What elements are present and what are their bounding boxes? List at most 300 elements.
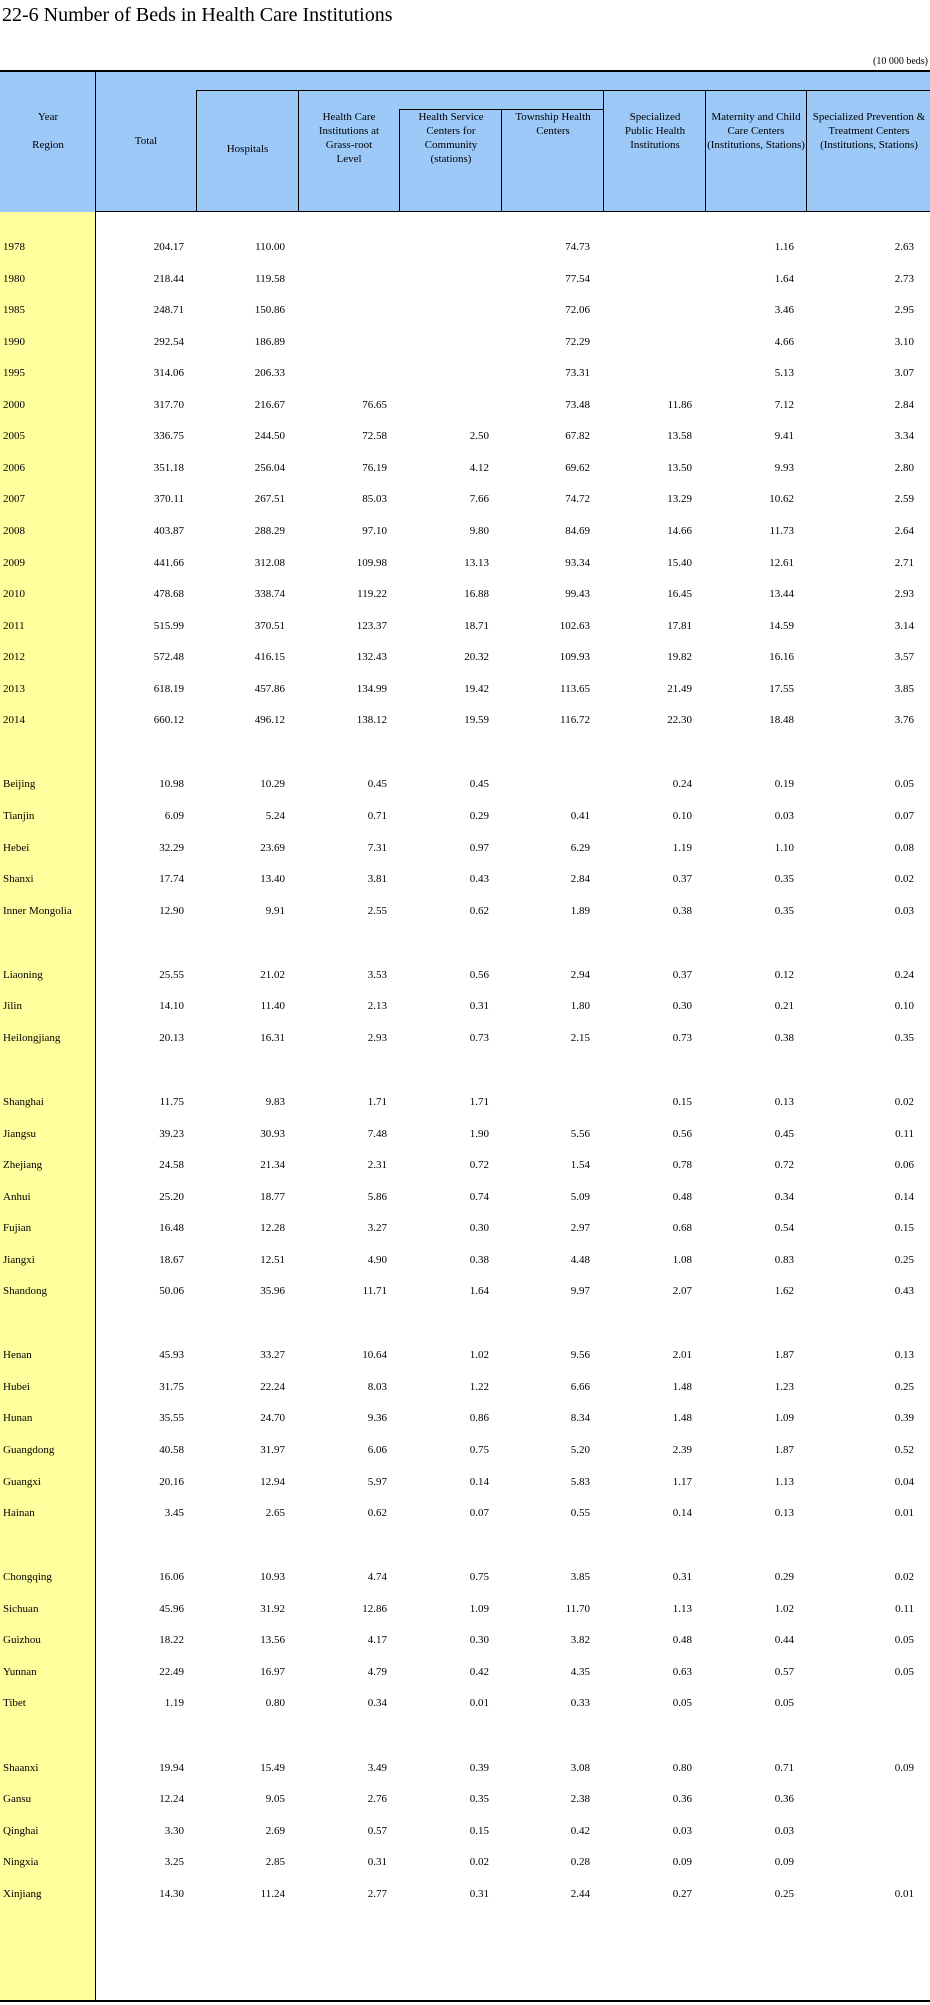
table-cell: 0.13	[894, 1349, 914, 1362]
table-cell: 4.17	[367, 1634, 387, 1647]
table-cell: 572.48	[153, 651, 184, 664]
row-label: Jilin	[3, 1000, 22, 1013]
table-cell: 1.09	[469, 1602, 489, 1615]
table-cell: 0.03	[774, 810, 794, 823]
row-label: Henan	[3, 1349, 32, 1362]
table-cell: 457.86	[254, 682, 285, 695]
table-cell: 0.63	[672, 1665, 692, 1678]
table-cell: 4.66	[774, 335, 794, 348]
table-cell: 0.01	[894, 1507, 914, 1520]
table-cell: 0.06	[894, 1159, 914, 1172]
table-row	[0, 396, 930, 414]
table-row	[0, 238, 930, 256]
table-row	[0, 585, 930, 603]
table-cell: 22.49	[159, 1665, 184, 1678]
table-cell: 0.12	[774, 968, 794, 981]
table-cell: 0.62	[469, 904, 489, 917]
table-cell: 11.70	[565, 1602, 590, 1615]
table-cell: 0.07	[469, 1507, 489, 1520]
table-cell: 2.63	[894, 241, 914, 253]
table-cell: 1.13	[774, 1475, 794, 1488]
table-cell: 0.30	[469, 1634, 489, 1647]
table-cell: 19.42	[464, 682, 489, 695]
table-cell: 403.87	[153, 525, 184, 538]
table-cell: 0.15	[469, 1824, 489, 1837]
table-cell: 1.62	[774, 1285, 794, 1298]
table-cell: 2.93	[894, 588, 914, 601]
public-health-top-rule	[604, 90, 930, 91]
table-row	[0, 1853, 930, 1871]
table-cell: 73.48	[565, 398, 590, 411]
table-cell: 13.29	[667, 493, 692, 506]
row-label: 2011	[3, 619, 25, 632]
table-cell: 0.83	[774, 1253, 794, 1266]
table-cell: 1.10	[774, 841, 794, 854]
table-cell: 0.05	[672, 1697, 692, 1710]
table-cell: 69.62	[565, 461, 590, 474]
table-cell: 0.35	[894, 1031, 914, 1044]
table-row	[0, 839, 930, 857]
table-cell: 0.03	[774, 1824, 794, 1837]
table-cell: 132.43	[356, 651, 387, 664]
table-row	[0, 490, 930, 508]
table-cell: 11.86	[667, 398, 692, 411]
table-cell: 0.13	[774, 1507, 794, 1520]
row-label: 2009	[3, 556, 25, 569]
table-cell: 0.37	[672, 968, 692, 981]
table-row	[0, 1504, 930, 1522]
table-cell: 0.25	[894, 1380, 914, 1393]
row-label: Hebei	[3, 841, 30, 854]
table-row	[0, 807, 930, 825]
table-row	[0, 333, 930, 351]
table-cell: 0.68	[672, 1222, 692, 1235]
col-divider	[806, 90, 807, 212]
table-cell: 0.31	[367, 1856, 387, 1869]
table-cell: 288.29	[254, 525, 285, 538]
table-cell: 2.01	[672, 1349, 692, 1362]
table-row	[0, 680, 930, 698]
table-cell: 3.27	[367, 1222, 387, 1235]
table-cell: 0.57	[367, 1824, 387, 1837]
table-cell: 0.71	[367, 810, 387, 823]
table-row	[0, 775, 930, 793]
table-cell: 4.74	[367, 1571, 387, 1584]
table-cell: 0.05	[894, 778, 914, 791]
table-cell: 1.02	[774, 1602, 794, 1615]
table-cell: 13.13	[464, 556, 489, 569]
table-cell: 4.90	[367, 1253, 387, 1266]
table-cell: 351.18	[153, 461, 184, 474]
table-cell: 0.02	[469, 1856, 489, 1869]
table-cell: 1.16	[774, 241, 794, 253]
table-cell: 0.29	[774, 1571, 794, 1584]
row-label: Tianjin	[3, 810, 35, 823]
table-cell: 2.55	[367, 904, 387, 917]
table-cell: 0.55	[570, 1507, 590, 1520]
table-row	[0, 1822, 930, 1840]
table-row	[0, 1125, 930, 1143]
table-row	[0, 1663, 930, 1681]
table-cell: 1.08	[672, 1253, 692, 1266]
table-row	[0, 1346, 930, 1364]
table-cell: 4.48	[570, 1253, 590, 1266]
table-cell: 9.05	[265, 1793, 285, 1806]
table-cell: 9.36	[367, 1412, 387, 1425]
table-cell: 0.45	[367, 778, 387, 791]
table-cell: 5.09	[570, 1190, 590, 1203]
table-row	[0, 1473, 930, 1491]
header-township: Township Health Centers	[515, 111, 591, 137]
table-cell: 15.40	[667, 556, 692, 569]
table-cell: 1.13	[672, 1602, 692, 1615]
table-row	[0, 711, 930, 729]
table-cell: 618.19	[153, 682, 184, 695]
table-cell: 32.29	[159, 841, 184, 854]
table-cell: 5.20	[570, 1444, 590, 1457]
table-cell: 0.30	[672, 1000, 692, 1013]
table-cell: 7.48	[367, 1127, 387, 1140]
table-cell: 93.34	[565, 556, 590, 569]
table-cell: 11.73	[769, 525, 794, 538]
table-cell: 12.90	[159, 904, 184, 917]
table-cell: 0.14	[672, 1507, 692, 1520]
table-cell: 17.55	[769, 682, 794, 695]
table-cell: 2.07	[672, 1285, 692, 1298]
table-cell: 0.31	[469, 1000, 489, 1013]
table-cell: 204.17	[153, 241, 184, 253]
table-cell: 0.29	[469, 810, 489, 823]
table-cell: 0.14	[894, 1190, 914, 1203]
table-cell: 3.10	[894, 335, 914, 348]
row-label: Hubei	[3, 1380, 30, 1393]
table-cell: 12.94	[260, 1475, 285, 1488]
table-cell: 2.76	[367, 1793, 387, 1806]
table-row	[0, 427, 930, 445]
table-cell: 6.29	[570, 841, 590, 854]
table-cell: 16.16	[769, 651, 794, 664]
table-cell: 0.56	[469, 968, 489, 981]
table-cell: 515.99	[153, 619, 184, 632]
table-cell: 0.71	[774, 1761, 794, 1774]
table-cell: 0.34	[367, 1697, 387, 1710]
table-cell: 0.31	[672, 1571, 692, 1584]
table-cell: 2.77	[367, 1887, 387, 1900]
table-cell: 12.51	[260, 1253, 285, 1266]
table-cell: 1.23	[774, 1380, 794, 1393]
table-cell: 20.32	[464, 651, 489, 664]
table-cell: 5.56	[570, 1127, 590, 1140]
table-cell: 116.72	[560, 714, 590, 727]
table-cell: 73.31	[565, 367, 590, 380]
table-cell: 10.64	[362, 1349, 387, 1362]
table-cell: 0.02	[894, 1571, 914, 1584]
table-cell: 1.90	[469, 1127, 489, 1140]
table-cell: 3.34	[894, 430, 914, 443]
table-cell: 0.09	[894, 1761, 914, 1774]
table-cell: 76.65	[362, 398, 387, 411]
table-cell: 2.31	[367, 1159, 387, 1172]
table-cell: 0.01	[469, 1697, 489, 1710]
table-cell: 21.02	[260, 968, 285, 981]
table-cell: 441.66	[153, 556, 184, 569]
table-cell: 478.68	[153, 588, 184, 601]
table-cell: 85.03	[362, 493, 387, 506]
table-cell: 6.06	[367, 1444, 387, 1457]
table-cell: 496.12	[254, 714, 285, 727]
table-cell: 256.04	[254, 461, 285, 474]
row-label: Chongqing	[3, 1571, 52, 1584]
table-row	[0, 1093, 930, 1111]
table-cell: 2.73	[894, 272, 914, 285]
table-row	[0, 1409, 930, 1427]
table-cell: 113.65	[560, 682, 590, 695]
row-label: Liaoning	[3, 968, 43, 981]
table-row	[0, 1441, 930, 1459]
table-row	[0, 1759, 930, 1777]
col-divider	[705, 90, 706, 212]
table-cell: 0.57	[774, 1665, 794, 1678]
table-cell: 74.72	[565, 493, 590, 506]
table-cell: 119.58	[255, 272, 285, 285]
table-cell: 0.86	[469, 1412, 489, 1425]
table-cell: 0.02	[894, 1095, 914, 1108]
row-label: Beijing	[3, 778, 36, 791]
table-cell: 9.93	[774, 461, 794, 474]
table-cell: 3.57	[894, 651, 914, 664]
table-cell: 0.45	[469, 778, 489, 791]
table-cell: 0.19	[774, 778, 794, 791]
table-cell: 0.31	[469, 1887, 489, 1900]
table-cell: 8.34	[570, 1412, 590, 1425]
table-cell: 0.09	[672, 1856, 692, 1869]
table-cell: 292.54	[153, 335, 184, 348]
table-cell: 2.94	[570, 968, 590, 981]
table-cell: 110.00	[255, 241, 285, 253]
table-row	[0, 1251, 930, 1269]
table-cell: 13.44	[769, 588, 794, 601]
row-label: 1985	[3, 304, 25, 317]
table-cell: 2.80	[894, 461, 914, 474]
table-cell: 25.20	[159, 1190, 184, 1203]
table-cell: 84.69	[565, 525, 590, 538]
table-cell: 17.74	[159, 873, 184, 886]
table-row	[0, 1029, 930, 1047]
table-cell: 1.22	[469, 1380, 489, 1393]
table-cell: 2.71	[894, 556, 914, 569]
page-title: 22-6 Number of Beds in Health Care Institutions	[2, 4, 393, 26]
table-cell: 0.80	[265, 1697, 285, 1710]
row-label: Hunan	[3, 1412, 33, 1425]
table-cell: 24.58	[159, 1159, 184, 1172]
table-cell: 2.84	[570, 873, 590, 886]
table-cell: 35.55	[159, 1412, 184, 1425]
table-row	[0, 902, 930, 920]
table-cell: 0.35	[774, 873, 794, 886]
table-cell: 3.07	[894, 367, 914, 380]
table-cell: 31.97	[260, 1444, 285, 1457]
table-cell: 660.12	[153, 714, 184, 727]
table-row	[0, 270, 930, 288]
table-cell: 0.54	[774, 1222, 794, 1235]
table-cell: 1.48	[672, 1412, 692, 1425]
table-cell: 0.36	[774, 1793, 794, 1806]
header-bottom-rule	[96, 211, 930, 212]
table-cell: 3.46	[774, 304, 794, 317]
row-label: Qinghai	[3, 1824, 39, 1837]
table-cell: 0.14	[469, 1475, 489, 1488]
table-cell: 8.03	[367, 1380, 387, 1393]
table-cell: 2.95	[894, 304, 914, 317]
table-cell: 1.19	[672, 841, 692, 854]
table-cell: 4.12	[469, 461, 489, 474]
table-row	[0, 364, 930, 382]
row-label: 1978	[3, 241, 25, 253]
table-cell: 9.97	[570, 1285, 590, 1298]
table-cell: 0.04	[894, 1475, 914, 1488]
table-cell: 3.85	[570, 1571, 590, 1584]
table-cell: 74.73	[565, 241, 590, 253]
table-cell: 3.82	[570, 1634, 590, 1647]
table-cell: 16.06	[159, 1571, 184, 1584]
table-cell: 72.58	[362, 430, 387, 443]
table-cell: 12.24	[159, 1793, 184, 1806]
table-cell: 2.59	[894, 493, 914, 506]
table-cell: 2.84	[894, 398, 914, 411]
table-cell: 9.56	[570, 1349, 590, 1362]
row-label: Jiangxi	[3, 1253, 35, 1266]
row-label: Shanxi	[3, 873, 34, 886]
table-cell: 2.13	[367, 1000, 387, 1013]
row-label: 1980	[3, 272, 25, 285]
table-cell: 4.79	[367, 1665, 387, 1678]
row-label: Shanghai	[3, 1095, 44, 1108]
table-row	[0, 1694, 930, 1712]
table-cell: 138.12	[356, 714, 387, 727]
table-cell: 3.53	[367, 968, 387, 981]
table-cell: 16.31	[260, 1031, 285, 1044]
unit-label: (10 000 beds)	[873, 56, 928, 67]
table-cell: 0.78	[672, 1159, 692, 1172]
table-cell: 2.50	[469, 430, 489, 443]
table-cell: 15.49	[260, 1761, 285, 1774]
row-label: Jiangsu	[3, 1127, 36, 1140]
table-cell: 76.19	[362, 461, 387, 474]
table-cell: 0.08	[894, 841, 914, 854]
table-cell: 77.54	[565, 272, 590, 285]
table-cell: 13.56	[260, 1634, 285, 1647]
table-row	[0, 1631, 930, 1649]
table-cell: 7.66	[469, 493, 489, 506]
table-cell: 1.87	[774, 1349, 794, 1362]
header-year-region: Year Region	[32, 111, 64, 151]
table-cell: 0.41	[570, 810, 590, 823]
row-label: Guangdong	[3, 1444, 55, 1457]
table-cell: 0.72	[774, 1159, 794, 1172]
table-cell: 1.64	[774, 272, 794, 285]
table-cell: 5.24	[265, 810, 285, 823]
table-cell: 1.71	[367, 1095, 387, 1108]
table-cell: 18.67	[159, 1253, 184, 1266]
table-cell: 97.10	[362, 525, 387, 538]
table-cell: 10.98	[159, 778, 184, 791]
table-row	[0, 459, 930, 477]
table-cell: 33.27	[260, 1349, 285, 1362]
table-cell: 109.98	[356, 556, 387, 569]
row-label: 2014	[3, 714, 25, 727]
table-cell: 0.30	[469, 1222, 489, 1235]
row-label: 1990	[3, 335, 25, 348]
table-cell: 0.42	[469, 1665, 489, 1678]
row-label: 2007	[3, 493, 25, 506]
table-cell: 338.74	[254, 588, 285, 601]
table-cell: 314.06	[153, 367, 184, 380]
header-maternity: Maternity and Child Care Centers (Institutions, Stations)	[707, 111, 805, 151]
table-cell: 0.27	[672, 1887, 692, 1900]
table-cell: 3.25	[164, 1856, 184, 1869]
table-cell: 50.06	[159, 1285, 184, 1298]
row-label: Fujian	[3, 1222, 32, 1235]
table-cell: 336.75	[153, 430, 184, 443]
table-cell: 9.80	[469, 525, 489, 538]
col-divider	[501, 109, 502, 212]
table-cell: 0.24	[672, 778, 692, 791]
table-cell: 0.56	[672, 1127, 692, 1140]
table-cell: 1.17	[672, 1475, 692, 1488]
row-label: 2012	[3, 651, 25, 664]
row-label: Zhejiang	[3, 1159, 43, 1172]
table-cell: 3.14	[894, 619, 914, 632]
table-cell: 72.29	[565, 335, 590, 348]
row-label: Tibet	[3, 1697, 26, 1710]
table-cell: 3.30	[164, 1824, 184, 1837]
table-cell: 3.85	[894, 682, 914, 695]
row-label: 2013	[3, 682, 25, 695]
table-cell: 21.49	[667, 682, 692, 695]
table-cell: 2.39	[672, 1444, 692, 1457]
table-cell: 3.08	[570, 1761, 590, 1774]
table-cell: 0.52	[894, 1444, 914, 1457]
table-cell: 19.94	[159, 1761, 184, 1774]
table-cell: 0.33	[570, 1697, 590, 1710]
table-cell: 0.36	[672, 1793, 692, 1806]
table-cell: 370.51	[254, 619, 285, 632]
table-cell: 0.80	[672, 1761, 692, 1774]
table-cell: 370.11	[154, 493, 184, 506]
header-prevention: Specialized Prevention & Treatment Centers (Institutions, Stations)	[812, 111, 926, 151]
table-cell: 2.85	[265, 1856, 285, 1869]
table-cell: 1.87	[774, 1444, 794, 1457]
table-cell: 1.54	[570, 1159, 590, 1172]
table-cell: 0.43	[469, 873, 489, 886]
table-cell: 5.13	[774, 367, 794, 380]
table-cell: 2.97	[570, 1222, 590, 1235]
table-cell: 0.37	[672, 873, 692, 886]
table-cell: 218.44	[153, 272, 184, 285]
table-cell: 1.02	[469, 1349, 489, 1362]
row-label: Heilongjiang	[3, 1031, 61, 1044]
table-cell: 20.13	[159, 1031, 184, 1044]
row-label: 2005	[3, 430, 25, 443]
table-cell: 0.11	[895, 1602, 914, 1615]
table-row	[0, 1219, 930, 1237]
table-cell: 0.73	[672, 1031, 692, 1044]
table-cell: 24.70	[260, 1412, 285, 1425]
table-cell: 3.76	[894, 714, 914, 727]
table-cell: 5.83	[570, 1475, 590, 1488]
row-label: Guizhou	[3, 1634, 41, 1647]
table-cell: 0.01	[894, 1887, 914, 1900]
